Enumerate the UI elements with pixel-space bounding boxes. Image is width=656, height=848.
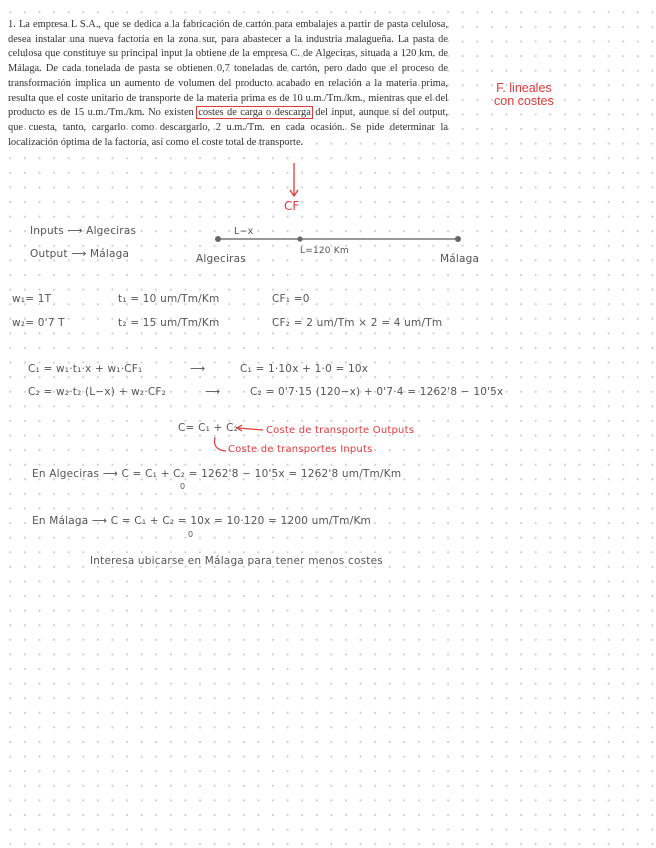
c1-arrow: ⟶ bbox=[190, 363, 206, 375]
inputs-label: Inputs ⟶ Algeciras bbox=[30, 225, 137, 237]
output-label: Output ⟶ Málaga bbox=[30, 248, 130, 260]
problem-text-after: del input, aunque sí del output, que cuesta, tanto, cargarlo como descargarlo, 2 u.m./Tm. en cada ocasión. Se pide determinar la localización óptima de la factoría, así como el coste total de transporte. bbox=[8, 107, 448, 148]
inputs-note-hook bbox=[214, 437, 226, 451]
conclusion: Interesa ubicarse en Málaga para tener menos costes bbox=[90, 555, 383, 567]
outputs-cost-note: Coste de transporte Outputs bbox=[266, 425, 415, 436]
problem-statement bbox=[8, 18, 448, 150]
param-cf2: CF₂ = 2 um/Tm × 2 = 4 um/Tm bbox=[272, 317, 443, 329]
c2-formula: C₂ = w₂·t₂ (L−x) + w₂·CF₂ bbox=[28, 386, 167, 398]
algeciras-evaluation: En Algeciras ⟶ C = C₁ + C₂ = 1262'8 − 10'5x = 1262'8 um/Tm/Km bbox=[32, 468, 402, 480]
malaga-evaluation: En Málaga ⟶ C = C₁ + C₂ = 10x = 10·120 = 1200 um/Tm/Km bbox=[32, 515, 371, 527]
param-cf1: CF₁ =0 bbox=[272, 293, 310, 305]
midpoint bbox=[297, 236, 302, 241]
param-w1: w₁= 1T bbox=[12, 293, 52, 305]
right-city-label: Málaga bbox=[440, 253, 480, 265]
c1-formula: C₁ = w₁·t₁·x + w₁·CF₁ bbox=[28, 363, 143, 375]
algeciras-point bbox=[215, 236, 221, 242]
total-cost-formula: C= C₁ + C₂ bbox=[178, 422, 239, 434]
cf-arrow-annotation bbox=[281, 163, 311, 215]
param-t1: t₁ = 10 um/Tm/Km bbox=[118, 293, 220, 305]
algeciras-zero-mark: 0 bbox=[180, 482, 186, 491]
side-note-line-2: con costes bbox=[494, 93, 554, 108]
malaga-point bbox=[455, 236, 461, 242]
malaga-zero-mark: 0 bbox=[188, 530, 194, 539]
c2-result: C₂ = 0'7·15 (120−x) + 0'7·4 = 1262'8 − 10'5x bbox=[250, 386, 504, 398]
cf-label: CF bbox=[284, 199, 300, 213]
inputs-cost-note: Coste de transportes Inputs bbox=[228, 444, 373, 455]
param-w2: w₂= 0'7 T bbox=[12, 317, 65, 329]
side-note bbox=[494, 82, 554, 107]
side-note-line-1: F. lineales bbox=[496, 81, 552, 95]
c2-arrow: ⟶ bbox=[205, 386, 221, 398]
distance-label: L=120 Km bbox=[300, 246, 349, 256]
segment-label: L−x bbox=[234, 226, 254, 237]
param-t2: t₂ = 15 um/Tm/Km bbox=[118, 317, 220, 329]
problem-text-before: 1. La empresa L S.A., que se dedica a la fabricación de cartón para embalajes a partir de pasta celulosa, desea instalar una nueva factoría en la zona sur, para abastecer a la industria malagueña. La pasta de celulosa que constituye su principal input la obtiene de la empresa C. de Algeciras, situada a 120 km. de Málaga. De cada tonelada de pasta se obtienen 0,7 toneladas de cartón, pero dado que el proceso de transformación implica un aumento de volumen del producto acabado en relación a la materia prima, resulta que el coste unitario de transporte de la materia prima es de 10 u.m./Tm./km., mientras que el del producto es de 15 u.m./Tm./km. No existen bbox=[8, 19, 448, 119]
outputs-note-arrow bbox=[238, 428, 263, 430]
left-city-label: Algeciras bbox=[196, 253, 246, 265]
highlighted-phrase: costes de carga o descarga bbox=[198, 107, 311, 119]
c1-result: C₁ = 1·10x + 1·0 = 10x bbox=[240, 363, 369, 375]
